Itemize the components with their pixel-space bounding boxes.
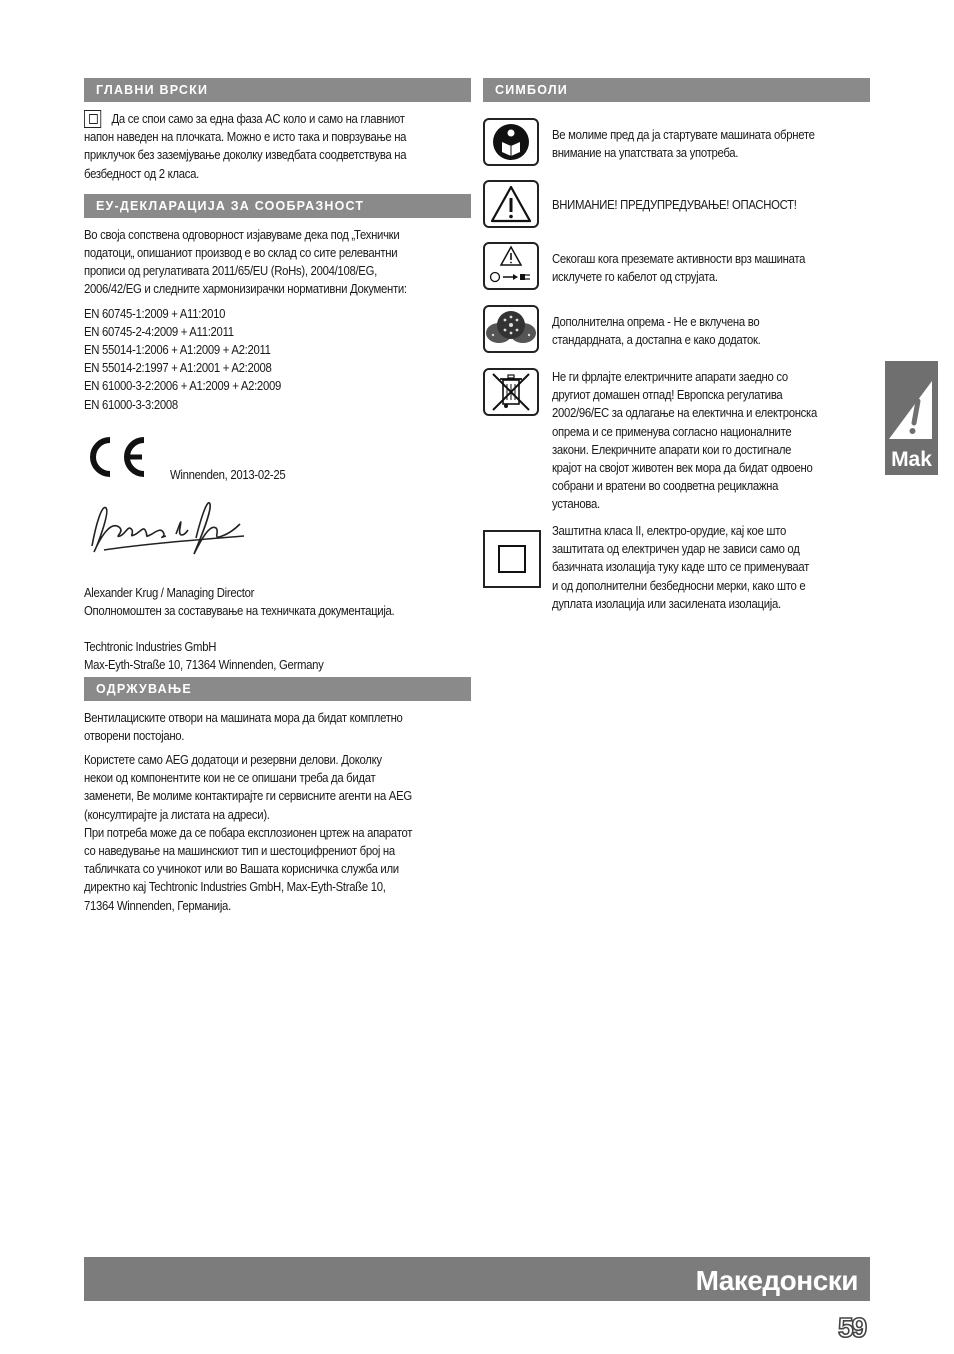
symbol-description-line: установа. bbox=[552, 496, 600, 512]
main-connections-text bbox=[84, 110, 471, 183]
symbol-row bbox=[483, 242, 870, 297]
symbol-description-line: другиот домашен отпад! Европска регулатива bbox=[552, 387, 783, 403]
signer-role: Ополномоштен за составување на техничката документација. bbox=[84, 603, 395, 619]
ce-signature-block bbox=[84, 434, 471, 584]
read-manual-icon bbox=[483, 118, 539, 166]
maintenance-line: табличката со учинокот или во Вашата корисничка служба или bbox=[84, 861, 399, 877]
symbol-row bbox=[483, 305, 870, 360]
right-column bbox=[483, 78, 870, 626]
company-address: Max-Eyth-Straße 10, 71364 Winnenden, Germany bbox=[84, 657, 324, 673]
symbol-description-line: заштитата од електричен удар не зависи само од bbox=[552, 541, 800, 557]
symbol-description-line: внимание на упатствата за употреба. bbox=[552, 145, 739, 161]
language-side-tab bbox=[885, 361, 938, 475]
footer-language-bar bbox=[84, 1257, 870, 1301]
main-connections-line: безбедност од 2 класа. bbox=[84, 165, 199, 181]
declaration-line: Во своја сопствена одговорност изјавуваме дека под „Технички bbox=[84, 226, 400, 242]
symbol-description-line: крајот на својот животен век мора да бидат одвоено bbox=[552, 460, 813, 476]
section-heading-symbols: СИМБОЛИ bbox=[483, 78, 870, 102]
standard-item: EN 61000-3-2:2006 + A1:2009 + A2:2009 bbox=[84, 378, 281, 394]
symbol-description-line: дуплата изолација или засилената изолација. bbox=[552, 595, 781, 611]
symbol-description-line: Секогаш кога преземате активности врз машината bbox=[552, 251, 806, 266]
symbol-description-line: 2002/96/EC за одлагање на електична и електронска bbox=[552, 405, 817, 421]
place-date: Winnenden, 2013-02-25 bbox=[170, 466, 286, 482]
signer-block bbox=[84, 584, 471, 675]
section-heading-declaration: ЕУ-ДЕКЛАРАЦИЈА ЗА СООБРАЗНОСТ bbox=[84, 194, 471, 218]
page-number: 59 bbox=[838, 1312, 866, 1343]
symbol-row bbox=[483, 180, 870, 234]
standard-item: EN 60745-1:2009 + A11:2010 bbox=[84, 305, 226, 321]
symbol-description-line: опрема и се применува согласно националните bbox=[552, 423, 792, 439]
warning-triangle-icon bbox=[483, 180, 539, 228]
class-ii-small-icon bbox=[84, 110, 101, 128]
main-connections-line: напон наведен на плочката. Можно е исто така и поврзување на bbox=[84, 129, 407, 145]
maintenance-line: со наведување на машинскиот тип и шестоцифрениот број на bbox=[84, 843, 395, 859]
symbol-description-line: Заштитна класа II, електро-орудие, кај кое што bbox=[552, 523, 787, 538]
unplug-warning-icon bbox=[483, 242, 539, 290]
symbol-row bbox=[483, 522, 870, 618]
section-heading-main-connections: ГЛАВНИ ВРСКИ bbox=[84, 78, 471, 102]
maintenance-line: некои од компонентите кои не се опишани треба да бидат bbox=[84, 770, 376, 786]
symbol-description-line: ВНИМАНИЕ! ПРЕДУПРЕДУВАЊЕ! ОПАСНОСТ! bbox=[552, 197, 797, 212]
declaration-text bbox=[84, 226, 471, 414]
main-connections-line: приклучок без заземјување доколку изведбата соодветствува на bbox=[84, 147, 407, 163]
standard-item: EN 61000-3-3:2008 bbox=[84, 396, 178, 412]
symbol-description-line: Ве молиме пред да ја стартувате машината обрнете bbox=[552, 127, 815, 142]
maintenance-line: (консултирајте ја листата на адреси). bbox=[84, 806, 270, 822]
symbol-description-line: Не ги фрлајте електричните апарати заедно со bbox=[552, 369, 788, 384]
language-code: Mak bbox=[891, 448, 932, 471]
maintenance-line: директно кај Techtronic Industries GmbH, Max-Eyth-Straße 10, bbox=[84, 879, 386, 895]
symbol-description-line: собрани и вратени во соодветна рециклажна bbox=[552, 478, 779, 494]
symbol-description-line: закони. Елекричните апарати кои го достигнале bbox=[552, 441, 792, 457]
maintenance-line: Вентилациските отвори на машината мора да бидат комплетно bbox=[84, 709, 403, 725]
symbol-description-line: базичната изолација туку каде што се применуваат bbox=[552, 559, 809, 575]
ce-mark-icon bbox=[84, 434, 150, 480]
symbol-row bbox=[483, 118, 870, 172]
standard-item: EN 55014-1:2006 + A1:2009 + A2:2011 bbox=[84, 342, 271, 358]
standard-item: EN 60745-2-4:2009 + A11:2011 bbox=[84, 323, 234, 339]
declaration-line: податоци„ опишаниот производ е во склад со сите релевантни bbox=[84, 245, 398, 261]
signature-image bbox=[84, 494, 254, 574]
company-name: Techtronic Industries GmbH bbox=[84, 639, 217, 655]
main-connections-line: Да се спои само за една фаза AC коло и само на главниот bbox=[111, 111, 405, 126]
left-column bbox=[84, 78, 471, 915]
symbol-description-line: и од дополнителни безбедносни мерки, како што е bbox=[552, 577, 806, 593]
maintenance-text bbox=[84, 709, 471, 915]
section-heading-maintenance: ОДРЖУВАЊЕ bbox=[84, 677, 471, 701]
accessory-discs-icon bbox=[483, 305, 539, 353]
declaration-line: 2006/42/EG и следните хармонизирачки нормативни Документи: bbox=[84, 281, 407, 297]
crossed-bin-icon bbox=[483, 368, 539, 416]
symbol-description-line: стандардната, а достапна е како додаток. bbox=[552, 332, 761, 348]
symbol-description-line: Дополнителна опрема - Не е вклучена во bbox=[552, 314, 760, 329]
maintenance-line: отворени постојано. bbox=[84, 727, 185, 743]
maintenance-line: 71364 Winnenden, Германија. bbox=[84, 897, 231, 913]
maintenance-line: Користете само AEG додатоци и резервни делови. Доколку bbox=[84, 752, 382, 768]
class-ii-icon bbox=[483, 530, 541, 588]
standard-item: EN 55014-2:1997 + A1:2001 + A2:2008 bbox=[84, 360, 272, 376]
declaration-line: прописи од регулативата 2011/65/EU (RoHs), 2004/108/EG, bbox=[84, 263, 377, 279]
symbol-description-line: исклучете го кабелот од струјата. bbox=[552, 269, 718, 285]
maintenance-line: При потреба може да се побара експлозионен цртеж на апаратот bbox=[84, 824, 413, 840]
footer-language-title: Македонски bbox=[695, 1265, 858, 1296]
maintenance-line: заменети, Ве молиме контактирајте ги сервисните агенти на AEG bbox=[84, 788, 412, 804]
signer-name: Alexander Krug / Managing Director bbox=[84, 584, 255, 600]
symbol-row bbox=[483, 368, 870, 514]
warning-triangle-icon bbox=[885, 361, 938, 445]
